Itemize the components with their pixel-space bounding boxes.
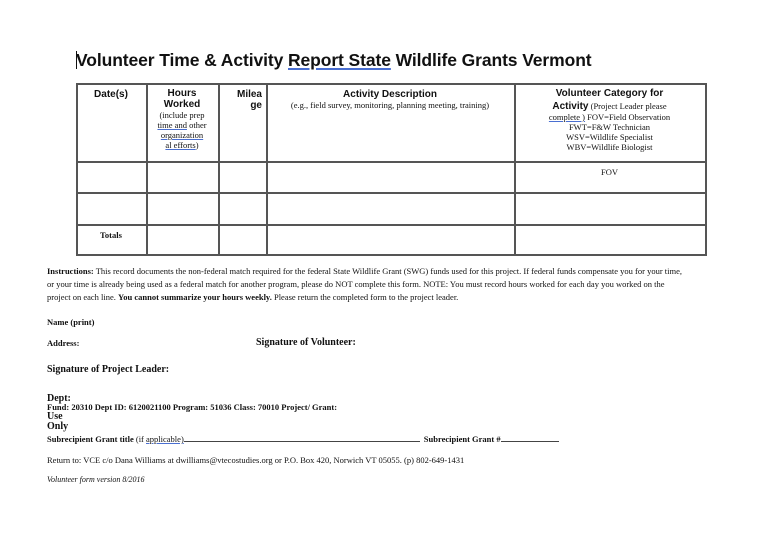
header-mileage [218,89,262,111]
table-border-right [705,83,707,255]
instructions-emphasis: You cannot summarize your hours weekly. [118,292,272,302]
header-mileage-1: Milea [236,89,262,100]
header-activity [266,89,514,110]
table-border-bottom [76,254,707,256]
if-applicable: applicable) [146,434,184,444]
header-dates: Date(s) [94,89,128,100]
header-hours-note-2a: time and [157,120,187,130]
table-divider-row3 [76,224,707,226]
instructions-label: Instructions: [47,266,94,276]
header-category-title-1: Volunteer Category for [555,88,664,99]
header-hours-note-4a: al efforts [165,140,196,150]
use-label: Use [47,411,63,422]
form-title [76,50,592,71]
row1-category-cell[interactable]: FOV [600,167,618,177]
header-activity-title: Activity Description [343,89,437,100]
title-prefix: Volunteer Time & Activity [76,50,288,70]
subrecipient-number-field[interactable] [501,433,559,442]
fund-line: Fund: 20310 Dept ID: 6120021100 Program: 51036 Class: 70010 Project/ Grant: [47,402,338,412]
header-activity-note: (e.g., field survey, monitoring, planning meeting, training) [290,100,490,110]
leader-signature-label: Signature of Project Leader: [47,364,170,375]
subrecipient-number-label: Subrecipient Grant # [423,434,501,444]
header-category-title-2: Activity [552,101,589,112]
subrecipient-title-field[interactable] [184,433,420,442]
address-label: Address: [47,338,80,348]
header-hours-note-2b: other [186,120,207,130]
header-category-line-3 [514,112,705,122]
table-divider-row1 [76,161,707,163]
title-spellcheck-segment: Report State [288,50,391,70]
dept-label: Dept: [47,393,71,404]
instructions-block [47,265,737,304]
header-hours-note-4b: ) [195,140,199,150]
instructions-text-3c: Please return the completed form to the project leader. [271,292,459,302]
instructions-line-3 [47,291,737,304]
subrecipient-line [47,432,559,446]
header-hours [146,88,218,150]
header-category-note-1: (Project Leader please [588,101,667,111]
header-category-note-5: WBV=Wildlife Biologist [566,142,653,152]
totals-label: Totals [100,230,122,240]
subrecipient-title-label: Subrecipient Grant title [47,434,134,444]
header-hours-note-3: organization [160,130,204,140]
office-use-block [47,394,559,446]
header-hours-note-1: (include prep [159,110,205,120]
header-category-note-4: WSV=Wildlife Specialist [566,132,653,142]
only-label: Only [47,421,69,432]
instructions-text-3a: project on each line. [47,292,119,302]
header-hours-title-2: Worked [163,99,201,110]
header-hours-title-1: Hours [167,88,197,99]
table-divider-row2 [76,192,707,194]
title-suffix: Wildlife Grants Vermont [390,50,592,70]
header-hours-note-2 [146,120,218,130]
header-category [514,88,705,152]
header-category-note-2b: FOV=Field Observation [585,112,671,122]
volunteer-signature-label: Signature of Volunteer: [256,337,356,348]
header-category-line-2 [514,99,705,112]
if-prefix: (if [133,434,147,444]
table-border-top [76,83,707,85]
instructions-text-1: This record documents the non-federal match required for the federal State Wildlife Grant (SWG) funds used for this project. If federal funds compensate you for your time, [93,266,683,276]
instructions-text-2: or your time is already being used as a federal match for another program, please do NOT complete this form. NOTE: You must record hours worked for each day you worked on the [47,279,665,289]
name-label: Name (print) [47,317,95,327]
activity-table [76,83,706,255]
header-mileage-2: ge [250,100,262,111]
header-category-note-2a: complete ) [548,112,586,122]
return-to-text: Return to: VCE c/o Dana Williams at dwilliams@vtecostudies.org or P.O. Box 420, Norwich VT 05055. (p) 802-649-1431 [47,455,465,465]
header-category-note-3: FWT=F&W Technician [568,122,651,132]
form-version: Volunteer form version 8/2016 [47,475,145,484]
header-hours-note-4 [146,140,218,150]
instructions-line-1 [47,265,737,278]
